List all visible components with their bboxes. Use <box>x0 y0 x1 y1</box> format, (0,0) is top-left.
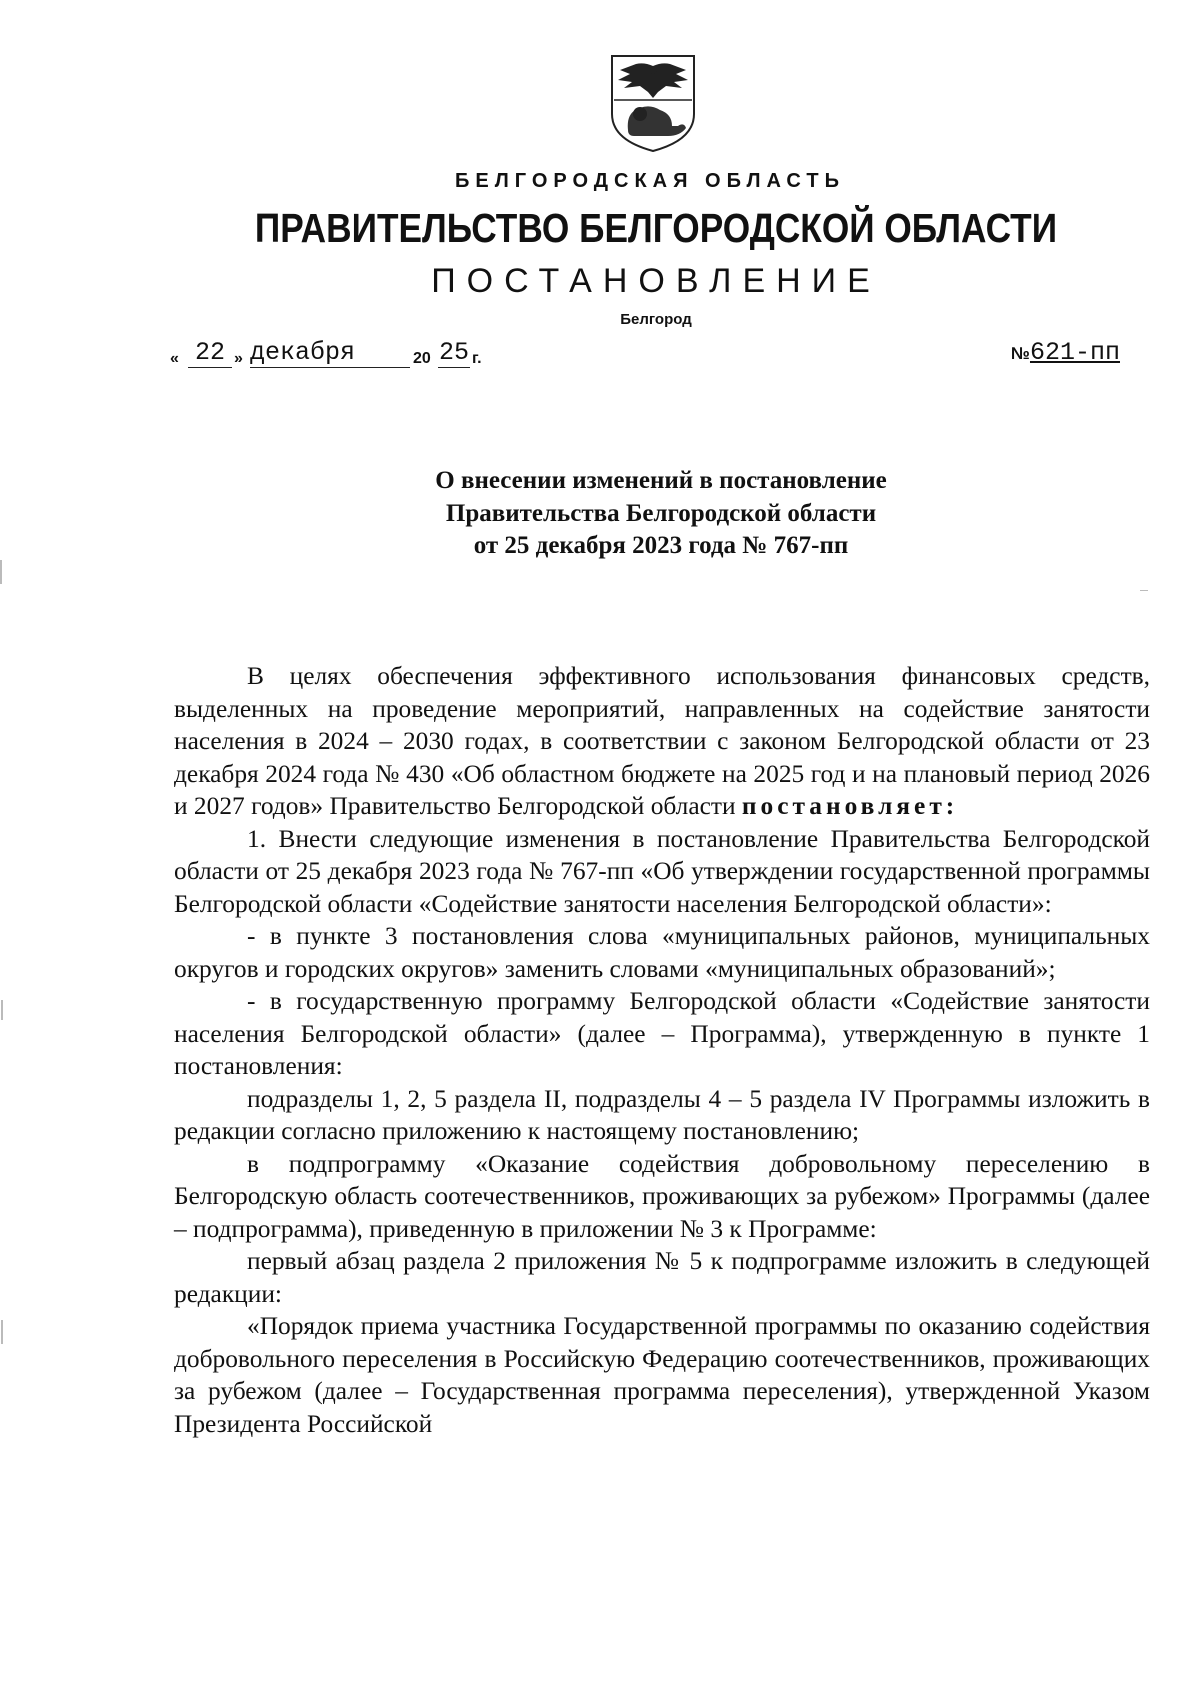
document-number <box>1011 338 1120 367</box>
scan-mark <box>1 1320 3 1344</box>
document-number-value: 621-пп <box>1029 338 1120 367</box>
paragraph-subsections: подразделы 1, 2, 5 раздела II, подразделы 4 – 5 раздела IV Программы изложить в редакции согласно приложению к настоящему постановлению; <box>174 1084 1150 1145</box>
date-century: 20 <box>413 350 431 367</box>
paragraph-item-1: 1. Внести следующие изменения в постановление Правительства Белгородской области от 25 декабря 2023 года № 767-пп «Об утверждении государственной программы Белгородской области «Содействие занятости населения Белгородской области»: <box>174 824 1150 918</box>
title-line-3: от 25 декабря 2023 года № 767-пп <box>473 532 849 559</box>
document-type-heading: ПОСТАНОВЛЕНИЕ <box>431 262 881 300</box>
date-month: декабря <box>250 338 410 368</box>
document-body <box>174 660 1150 1440</box>
date-day: 22 <box>188 338 232 368</box>
coat-of-arms-emblem <box>606 52 700 154</box>
paragraph-dash-1: - в пункте 3 постановления слова «муниципальных районов, муниципальных округов и городских округов» заменить словами «муниципальных образований»; <box>174 922 1150 983</box>
city-label: Белгород <box>620 311 692 328</box>
document-title <box>170 465 1152 563</box>
preamble-text: В целях обеспечения эффективного использования финансовых средств, выделенных на проведение мероприятий, направленных на содействие занятости населения в 2024 – 2030 годах, в соответствии с законом Белгородской области от 23 декабря 2024 года № 430 «Об областном бюджете на 2025 год и на плановый период 2026 и 2027 годов» Правительство Белгородской области <box>174 662 1150 820</box>
scan-mark <box>1140 590 1148 591</box>
paragraph-preamble <box>174 660 1150 823</box>
region-heading: БЕЛГОРОДСКАЯ ОБЛАСТЬ <box>455 170 845 192</box>
scan-mark <box>0 560 2 584</box>
date-quote-open: « <box>170 350 179 367</box>
scan-mark <box>1 1000 3 1020</box>
government-heading: ПРАВИТЕЛЬСТВО БЕЛГОРОДСКОЙ ОБЛАСТИ <box>254 205 1058 251</box>
paragraph-first-abstract: первый абзац раздела 2 приложения № 5 к подпрограмме изложить в следующей редакции: <box>174 1247 1150 1308</box>
paragraph-quote: «Порядок приема участника Государственной программы по оказанию содействия добровольного переселения в Российскую Федерацию соотечественников, проживающих за рубежом (далее – Государственная программа переселения), утвержденной Указом Президента Российской <box>174 1312 1150 1438</box>
decree-word: постановляет: <box>741 792 959 820</box>
date-quote-close: » <box>234 350 243 367</box>
date-year: 25 <box>438 338 469 367</box>
date-line <box>170 336 1120 372</box>
paragraph-dash-2: - в государственную программу Белгородской области «Содействие занятости населения Белгородской области» (далее – Программа), утвержденную в пункте 1 постановления: <box>174 987 1150 1080</box>
title-line-2: Правительства Белгородской области <box>445 499 877 527</box>
paragraph-subprogram: в подпрограмму «Оказание содействия добровольному переселению в Белгородскую область соотечественников, проживающих за рубежом» Программы (далее – подпрограмма), приведенную в приложении № 3 к Программе: <box>174 1149 1150 1243</box>
title-line-1: О внесении изменений в постановление <box>435 467 887 494</box>
document-number-label: № <box>1011 344 1030 363</box>
date-year-suffix: г. <box>472 350 482 367</box>
